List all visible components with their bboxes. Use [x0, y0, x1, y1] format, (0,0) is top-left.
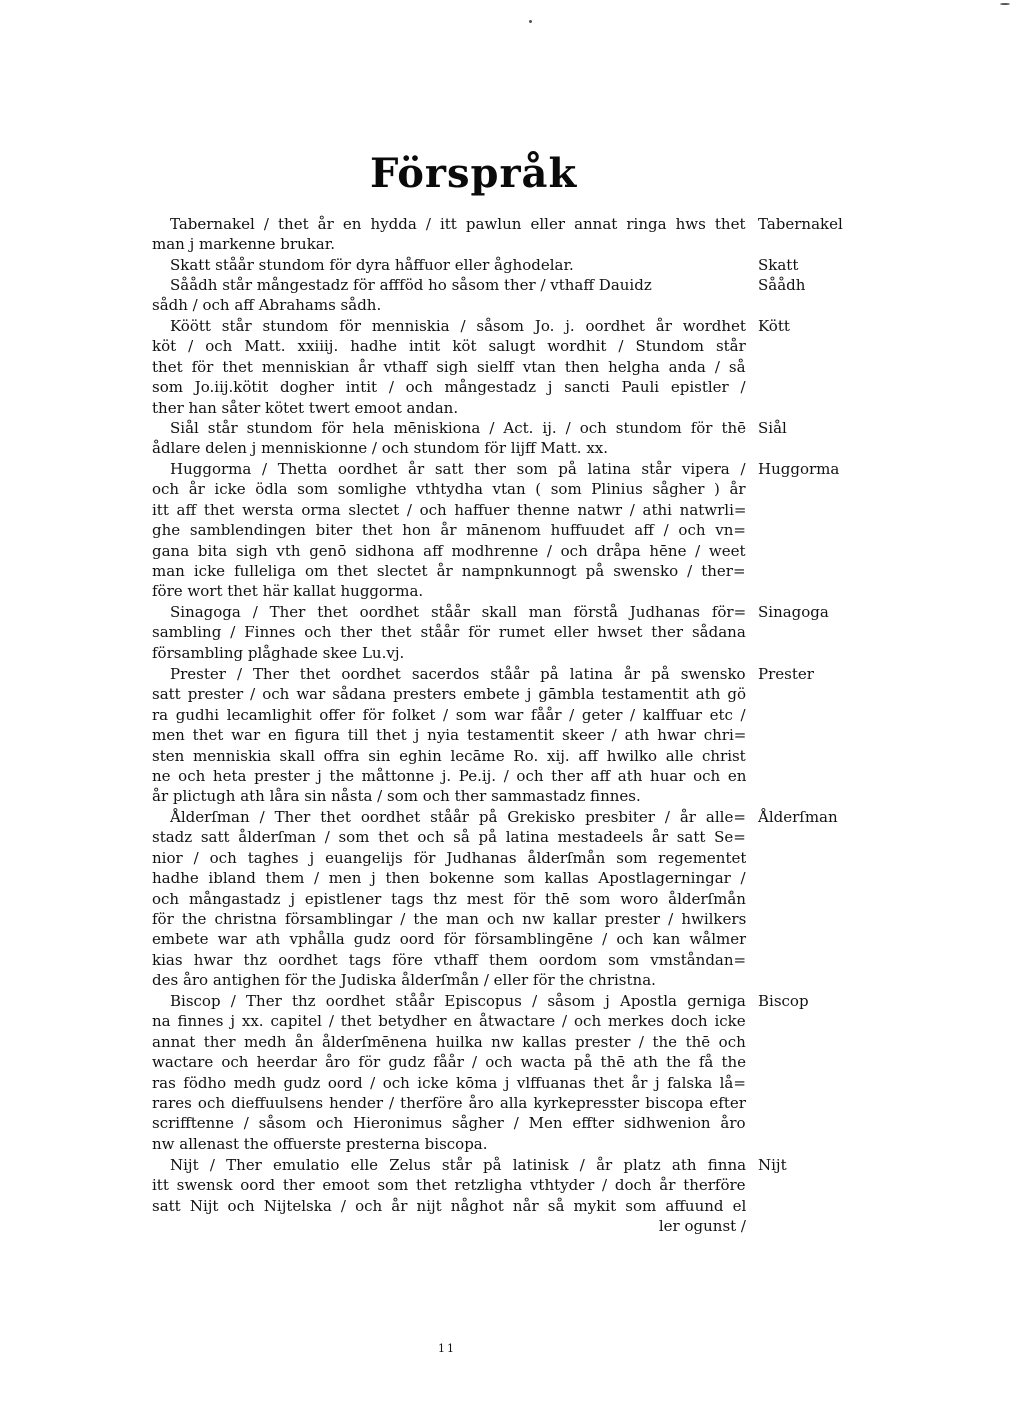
page-number: 11	[438, 1342, 456, 1355]
text-line: embete war ath vphålla gudz oord för församblingēne / och kan wålmer	[152, 930, 746, 949]
entry-text	[152, 664, 746, 807]
text-line: och mångastadz j epistlener tags thz mest för thē som woro ålderſmån	[152, 889, 746, 908]
text-line: rares och dieffuulsens hender / therföre åro alla kyrkepresster biscopa efter	[152, 1093, 746, 1112]
text-line: Såådh står mångestadz för affföd ho såsom ther / vthaff Dauidz	[170, 276, 652, 294]
text-line: wactare och heerdar åro för gudz fåår / och wacta på thē ath the få the	[152, 1053, 746, 1072]
entry-text	[152, 991, 746, 1154]
entry-text	[152, 807, 746, 991]
text-line: ådlare delen j menniskionne / och stundom för lijff Matt. xx.	[152, 439, 609, 458]
text-line: men thet war en figura till thet j nyia testamentit skeer / ath hwar chri=	[152, 726, 746, 745]
text-line: des åro antighen för the Judiska ålderſmån / eller för the christna.	[152, 971, 656, 990]
text-line: sten menniskia skall offra sin eghin lecāme Ro. xij. aff hwilko alle christ	[152, 746, 746, 765]
entry-text	[152, 316, 746, 418]
text-line: sambling / Finnes och ther thet ståår för rumet eller hwset ther sådana	[152, 623, 746, 642]
entry-text	[152, 418, 746, 459]
text-line: Siål står stundom för hela mēniskiona / Act. ij. / och stundom för thē	[170, 419, 746, 437]
entry-text	[152, 214, 746, 255]
text-line: för the christna församblingar / the man och nw kallar prester / hwilkers	[152, 909, 746, 928]
text-line: hadhe ibland them / men j then bokenne som kallas Apostlagerningar /	[152, 869, 746, 888]
margin-note: Sinagoga	[758, 603, 829, 621]
text-line: som Jo.iij.kötit dogher intit / och mångestadz j sancti Pauli epistler /	[152, 378, 746, 397]
margin-note: Såådh	[758, 276, 806, 294]
text-line: Köött står stundom för menniskia / såsom Jo. j. oordhet år wordhet	[170, 317, 746, 335]
text-line: Sinagoga / Ther thet oordhet ståår skall man förstå Judhanas för=	[170, 603, 746, 621]
text-line: Prester / Ther thet oordhet sacerdos ståår på latina år på swensko	[170, 665, 746, 683]
text-line: stadz satt ålderſman / som thet och så på latina mestadeels år satt Se=	[152, 828, 746, 847]
entry-text	[152, 275, 746, 316]
text-line: nior / och taghes j euangelijs för Judhanas ålderſmån som regementet	[152, 848, 746, 867]
text-line: ras födho medh gudz oord / och icke kōma j vlffuanas thet år j falska lå=	[152, 1073, 746, 1092]
text-line: itt aff thet wersta orma slectet / och haffuer thenne natwr / athi natwrli=	[152, 500, 746, 519]
margin-note: Siål	[758, 419, 787, 437]
margin-note: Biscop	[758, 992, 809, 1010]
text-line: Ålderſman / Ther thet oordhet ståår på Grekisko presbiter / år alle=	[170, 808, 746, 826]
text-line: ra gudhi lecamlighit offer för folket / som war fåår / geter / kalffuar etc /	[152, 705, 746, 724]
text-line: scrifftenne / såsom och Hieronimus sågher / Men effter sidhwenion åro	[152, 1114, 746, 1133]
text-line: man icke fulleliga om thet slectet år nampnkunnogt på swensko / ther=	[152, 561, 746, 580]
entry-text	[152, 602, 746, 663]
text-line: ne och heta prester j the måttonne j. Pe.ij. / och ther aff ath huar och en	[152, 766, 746, 785]
text-line: satt prester / och war sådana presters embete j gāmbla testamentit ath gö	[152, 685, 746, 704]
page-title: Förspråk	[370, 150, 578, 197]
text-line: annat ther medh ån ålderſmēnena huilka nw kallas prester / the thē och	[152, 1032, 746, 1051]
text-line: Tabernakel / thet år en hydda / itt pawlun eller annat ringa hws thet	[170, 215, 746, 233]
text-line: ther han såter kötet twert emoot andan.	[152, 398, 459, 417]
margin-note: Skatt	[758, 256, 799, 274]
text-line: gana bita sigh vth genō sidhona aff modhrenne / och dråpa hēne / weet	[152, 541, 746, 560]
entry-text	[152, 459, 746, 602]
text-line: år plictugh ath låra sin nåsta / som och ther sammastadz finnes.	[152, 787, 641, 806]
text-line: thet för thet menniskian år vthaff sigh sielff vtan then helgha anda / så	[152, 357, 746, 376]
text-line: na finnes j xx. capitel / thet betydher en åtwactare / och merkes doch icke	[152, 1012, 746, 1031]
text-line: ghe samblendingen biter thet hon år mānenom huffuudet aff / och vn=	[152, 521, 746, 540]
entry-text	[152, 1155, 746, 1237]
text-line: och år icke ödla som somlighe vthtydha vtan ( som Plinius sågher ) år	[152, 480, 746, 499]
text-line: Nijt / Ther emulatio elle Zelus står på latinisk / år platz ath finna	[170, 1156, 746, 1174]
print-speck	[1000, 3, 1010, 5]
margin-note: Ålderſman	[758, 808, 838, 826]
text-line: Skatt ståår stundom för dyra håffuor eller åghodelar.	[170, 256, 574, 274]
text-line: nw allenast the offuerste presterna biscopa.	[152, 1134, 488, 1153]
text-line: man j markenne brukar.	[152, 235, 336, 254]
print-speck	[529, 20, 532, 23]
text-line: köt / och Matt. xxiiij. hadhe intit köt salugt wordhit / Stundom står	[152, 337, 746, 356]
margin-note: Nijt	[758, 1156, 787, 1174]
margin-note: Huggorma	[758, 460, 840, 478]
margin-note: Prester	[758, 665, 814, 683]
text-line: satt Nijt och Nijtelska / och år nijt någhot når så mykit som affuund el	[152, 1196, 746, 1215]
margin-note: Kött	[758, 317, 790, 335]
text-line: itt swensk oord ther emoot som thet retzligha vthtyder / doch år therföre	[152, 1176, 746, 1195]
text-line: sådh / och aff Abrahams sådh.	[152, 296, 382, 315]
entry-text	[152, 255, 746, 275]
margin-note: Tabernakel	[758, 215, 843, 233]
text-line: försambling plåghade skee Lu.vj.	[152, 643, 405, 662]
text-line: Huggorma / Thetta oordhet år satt ther som på latina står vipera /	[170, 460, 746, 478]
text-line: Biscop / Ther thz oordhet ståår Episcopus / såsom j Apostla gerniga	[170, 992, 746, 1010]
text-line: före wort thet här kallat huggorma.	[152, 582, 424, 601]
text-line: ler ogunst /	[658, 1217, 746, 1236]
text-line: kias hwar thz oordhet tags före vthaff them oordom som vmståndan=	[152, 950, 746, 969]
